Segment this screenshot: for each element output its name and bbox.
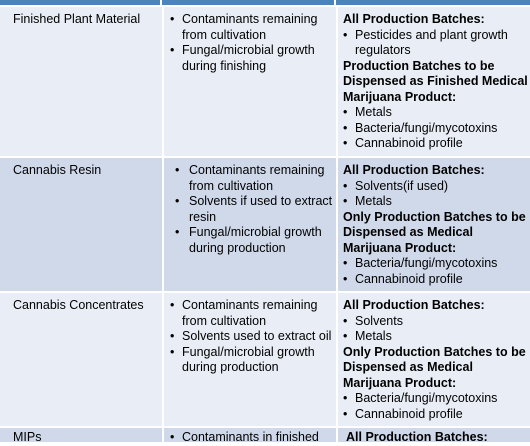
material-name: Finished Plant Material: [13, 12, 141, 26]
risk-cell: [162, 158, 334, 291]
test-group-heading: Only Production Batches to be Dispensed as Medical Marijuana Product:: [343, 209, 526, 255]
risk-cell: [162, 7, 334, 156]
test-item: • Metals: [343, 194, 530, 210]
risk-item: • Contaminants remaining from cultivation: [170, 12, 334, 43]
risk-cell: [162, 428, 334, 442]
test-item: • Cannabinoid profile: [343, 136, 530, 152]
material-name: Cannabis Resin: [13, 163, 102, 177]
material-name: Cannabis Concentrates: [13, 298, 144, 312]
test-item: • Metals: [343, 329, 530, 345]
risk-item: • Contaminants in finished: [170, 430, 334, 446]
test-group-heading: Only Production Batches to be Dispensed as Medical Marijuana Product:: [343, 344, 526, 390]
test-item: • Pesticides and plant growth regulators: [343, 28, 530, 59]
table-row: [0, 156, 530, 291]
risk-item: • Solvents if used to extract resin: [170, 194, 334, 225]
material-cell: [0, 158, 160, 291]
tests-cell: [336, 428, 530, 442]
test-group-heading: All Production Batches:: [343, 298, 485, 312]
test-item: • Cannabinoid profile: [343, 407, 530, 423]
tests-cell: [336, 7, 530, 156]
test-group-heading: All Production Batches:: [343, 163, 485, 177]
risk-item: • Fungal/microbial growth during production: [170, 225, 334, 256]
test-item: • Solvents: [343, 314, 530, 330]
test-item: • Cannabinoid profile: [343, 272, 530, 288]
table-row: [0, 5, 530, 156]
material-cell: [0, 428, 160, 442]
material-cell: [0, 293, 160, 426]
tests-cell: [336, 158, 530, 291]
test-group-heading: All Production Batches:: [346, 430, 488, 444]
test-item: • Bacteria/fungi/mycotoxins: [343, 391, 530, 407]
test-group-heading: All Production Batches:: [343, 12, 485, 26]
test-item: • Bacteria/fungi/mycotoxins: [343, 121, 530, 137]
risk-cell: [162, 293, 334, 426]
risk-item: • Fungal/microbial growth during production: [170, 345, 334, 376]
tests-cell: [336, 293, 530, 426]
risk-item: • Contaminants remaining from cultivation: [170, 298, 334, 329]
table-row: [0, 426, 530, 442]
risk-item: • Fungal/microbial growth during finishing: [170, 43, 334, 74]
test-item: • Solvents(if used): [343, 179, 530, 195]
test-item: • Bacteria/fungi/mycotoxins: [343, 256, 530, 272]
risk-item: • Solvents used to extract oil: [170, 329, 334, 345]
table-row: [0, 291, 530, 426]
test-item: • Metals: [343, 105, 530, 121]
material-name: MIPs: [13, 430, 42, 444]
test-group-heading: Production Batches to be Dispensed as Finished Medical Marijuana Product:: [343, 58, 528, 104]
material-cell: [0, 7, 160, 156]
risk-item: • Contaminants remaining from cultivation: [170, 163, 334, 194]
